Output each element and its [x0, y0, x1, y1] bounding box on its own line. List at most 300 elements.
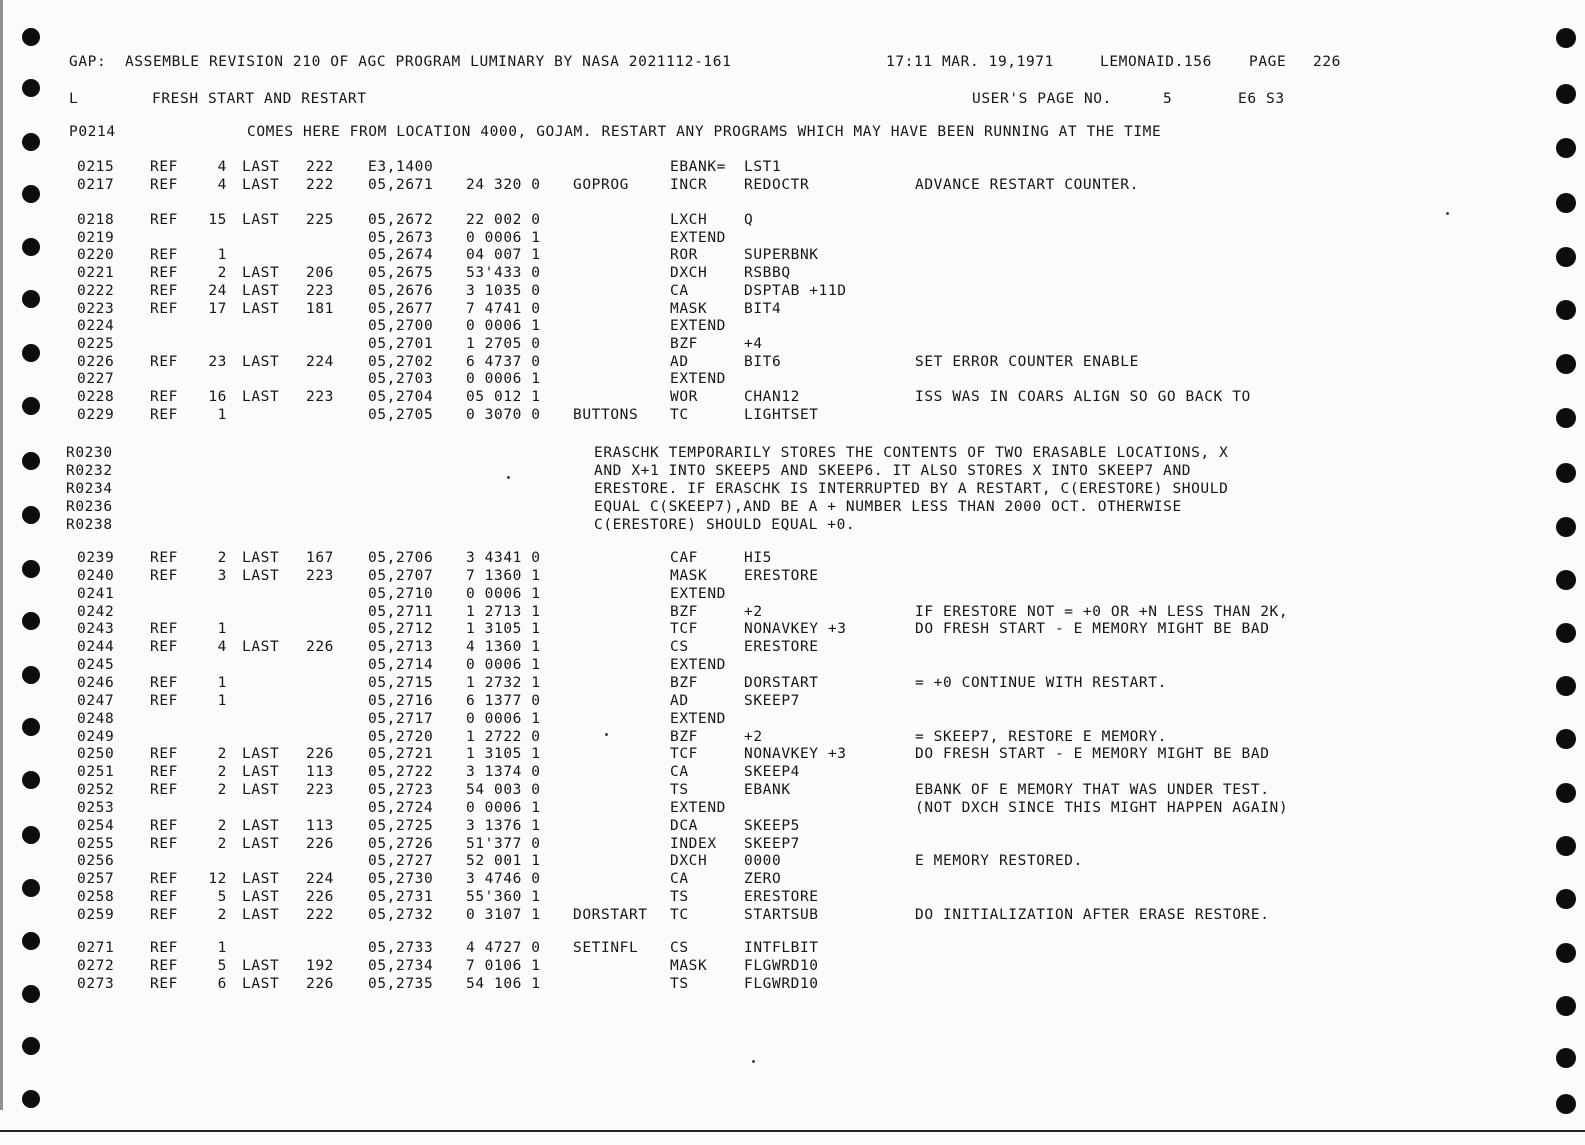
memory-address: 05,2700 [368, 318, 434, 335]
memory-address: 05,2732 [368, 907, 434, 923]
last-page: 226 [306, 746, 334, 763]
opcode: MASK [670, 300, 708, 317]
last-page: 222 [306, 177, 334, 193]
line-number: 0252 [77, 782, 115, 799]
line-number: 0226 [77, 353, 115, 370]
feed-hole [22, 290, 40, 308]
operand: DSPTAB +11D [744, 282, 847, 299]
object-code: 55'360 1 [466, 889, 541, 906]
operand: HI5 [744, 550, 772, 566]
memory-address: 05,2706 [368, 550, 434, 566]
operand: FLGWRD10 [744, 958, 819, 974]
object-code: 3 1035 0 [466, 282, 541, 299]
object-code: 3 4746 0 [466, 871, 541, 888]
object-code: 1 2713 1 [466, 603, 541, 620]
ref-keyword: REF [150, 300, 178, 317]
feed-hole [22, 1037, 40, 1055]
ref-keyword: REF [150, 764, 178, 781]
operand: FLGWRD10 [744, 976, 819, 992]
line-number: 0248 [77, 710, 115, 727]
ref-keyword: REF [150, 976, 178, 992]
ref-count: 2 [217, 746, 227, 763]
object-code: 0 3070 0 [466, 406, 541, 423]
memory-address: 05,2721 [368, 746, 434, 763]
operand: RSBBQ [744, 265, 791, 282]
operand: STARTSUB [744, 907, 819, 923]
eraschk-comment-line: ERASCHK TEMPORARILY STORES THE CONTENTS OF TWO ERASABLE LOCATIONS, X [594, 445, 1229, 461]
last-page: 222 [306, 159, 334, 175]
feed-hole [1556, 1048, 1576, 1068]
memory-address: 05,2712 [368, 621, 434, 638]
memory-address: 05,2713 [368, 639, 434, 656]
opcode: INDEX [670, 835, 717, 852]
line-number: 0241 [77, 585, 115, 602]
last-page: 223 [306, 782, 334, 799]
object-code: 7 0106 1 [466, 958, 541, 974]
intro-comment-text: COMES HERE FROM LOCATION 4000, GOJAM. RESTART ANY PROGRAMS WHICH MAY HAVE BEEN RUNNING AT THE TIME [247, 124, 1162, 140]
memory-address: 05,2676 [368, 282, 434, 299]
feed-hole [22, 79, 40, 97]
line-number: 0228 [77, 389, 115, 405]
ref-keyword: REF [150, 674, 178, 691]
object-code: 0 0006 1 [466, 318, 541, 335]
opcode: MASK [670, 958, 708, 974]
feed-hole [1556, 300, 1576, 320]
page-label: PAGE [1249, 54, 1287, 70]
symbol-label: DORSTART [573, 907, 648, 923]
ref-count: 24 [208, 282, 227, 299]
job-name: LEMONAID.156 [1100, 54, 1212, 70]
last-page: 226 [306, 976, 334, 992]
ref-keyword: REF [150, 212, 178, 228]
memory-address: 05,2716 [368, 692, 434, 709]
operand: 0000 [744, 853, 782, 870]
paper-speck [507, 476, 510, 479]
feed-hole [22, 452, 40, 470]
operand: EBANK [744, 782, 791, 799]
memory-address: 05,2722 [368, 764, 434, 781]
feed-hole [22, 612, 40, 630]
memory-address: 05,2672 [368, 212, 434, 228]
operand: INTFLBIT [744, 940, 819, 956]
ref-count: 5 [217, 889, 227, 906]
memory-address: 05,2715 [368, 674, 434, 691]
memory-address: 05,2734 [368, 958, 434, 974]
opcode: EXTEND [670, 371, 726, 388]
ref-count: 23 [208, 353, 227, 370]
object-code: 1 3105 1 [466, 621, 541, 638]
feed-hole [22, 985, 40, 1003]
opcode: EXTEND [670, 229, 726, 246]
opcode: CS [670, 639, 689, 656]
last-page: 181 [306, 300, 334, 317]
ref-keyword: REF [150, 177, 178, 193]
line-number: 0243 [77, 621, 115, 638]
line-number: 0223 [77, 300, 115, 317]
memory-address: 05,2714 [368, 657, 434, 674]
ref-count: 4 [217, 177, 227, 193]
opcode: BZF [670, 728, 698, 745]
memory-address: 05,2703 [368, 371, 434, 388]
section-title: FRESH START AND RESTART [152, 91, 367, 107]
object-code: 1 2732 1 [466, 674, 541, 691]
operand: SUPERBNK [744, 247, 819, 264]
last-page: 223 [306, 567, 334, 584]
opcode: BZF [670, 603, 698, 620]
opcode: INCR [670, 177, 708, 193]
opcode: BZF [670, 674, 698, 691]
memory-address: 05,2704 [368, 389, 434, 405]
line-number: 0225 [77, 335, 115, 352]
line-number: 0251 [77, 764, 115, 781]
object-code: 1 3105 1 [466, 746, 541, 763]
last-page: 226 [306, 639, 334, 656]
opcode: DCA [670, 817, 698, 834]
last-page: 226 [306, 889, 334, 906]
feed-hole [1556, 193, 1576, 213]
feed-hole [22, 344, 40, 362]
operand: ERESTORE [744, 567, 819, 584]
feed-hole [1556, 729, 1576, 749]
memory-address: 05,2675 [368, 265, 434, 282]
memory-address: 05,2723 [368, 782, 434, 799]
feed-hole [1556, 138, 1576, 158]
memory-address: E3,1400 [368, 159, 434, 175]
last-page: 113 [306, 817, 334, 834]
line-number: 0247 [77, 692, 115, 709]
line-comment: E MEMORY RESTORED. [915, 853, 1083, 870]
feed-hole [22, 28, 40, 46]
line-comment: (NOT DXCH SINCE THIS MIGHT HAPPEN AGAIN) [915, 799, 1289, 816]
ref-keyword: REF [150, 353, 178, 370]
symbol-label: BUTTONS [573, 406, 639, 423]
object-code: 54 106 1 [466, 976, 541, 992]
comment-line-id: R0230 [66, 445, 113, 461]
object-code: 6 1377 0 [466, 692, 541, 709]
object-code: 04 007 1 [466, 247, 541, 264]
last-keyword: LAST [242, 817, 280, 834]
opcode: TC [670, 406, 689, 423]
memory-address: 05,2710 [368, 585, 434, 602]
opcode: TS [670, 889, 689, 906]
opcode: CA [670, 871, 689, 888]
object-code: 0 0006 1 [466, 229, 541, 246]
feed-hole [1556, 463, 1576, 483]
comment-line-id: R0236 [66, 499, 113, 515]
last-page: 192 [306, 958, 334, 974]
line-comment: EBANK OF E MEMORY THAT WAS UNDER TEST. [915, 782, 1270, 799]
opcode: EBANK= [670, 159, 726, 175]
feed-hole [1556, 623, 1576, 643]
ref-count: 1 [217, 247, 227, 264]
line-comment: SET ERROR COUNTER ENABLE [915, 353, 1139, 370]
feed-hole [1556, 836, 1576, 856]
last-keyword: LAST [242, 976, 280, 992]
object-code: 0 0006 1 [466, 371, 541, 388]
last-page: 113 [306, 764, 334, 781]
eraschk-comment-line: EQUAL C(SKEEP7),AND BE A + NUMBER LESS THAN 2000 OCT. OTHERWISE [594, 499, 1182, 515]
feed-hole [22, 879, 40, 897]
eraschk-comment-line: C(ERESTORE) SHOULD EQUAL +0. [594, 517, 856, 533]
feed-hole [1556, 996, 1576, 1016]
operand: ZERO [744, 871, 782, 888]
memory-address: 05,2730 [368, 871, 434, 888]
opcode: EXTEND [670, 318, 726, 335]
opcode: AD [670, 692, 689, 709]
feed-hole [22, 666, 40, 684]
ref-count: 1 [217, 406, 227, 423]
user-page-label: USER'S PAGE NO. [972, 91, 1112, 107]
object-code: 0 0006 1 [466, 799, 541, 816]
line-number: 0224 [77, 318, 115, 335]
object-code: 51'377 0 [466, 835, 541, 852]
paper-left-edge [0, 0, 3, 1110]
left-feed-holes [22, 0, 44, 1145]
opcode: DXCH [670, 265, 708, 282]
feed-hole [1556, 570, 1576, 590]
ref-count: 1 [217, 674, 227, 691]
object-code: 22 002 0 [466, 212, 541, 228]
object-code: 7 4741 0 [466, 300, 541, 317]
operand: SKEEP4 [744, 764, 800, 781]
last-page: 222 [306, 907, 334, 923]
feed-hole [1556, 408, 1576, 428]
ref-keyword: REF [150, 550, 178, 566]
line-number: 0246 [77, 674, 115, 691]
feed-hole [1556, 354, 1576, 374]
ref-count: 5 [217, 958, 227, 974]
object-code: 0 0006 1 [466, 585, 541, 602]
opcode: TS [670, 782, 689, 799]
object-code: 0 0006 1 [466, 657, 541, 674]
feed-hole [1556, 28, 1576, 48]
ref-keyword: REF [150, 639, 178, 656]
ref-keyword: REF [150, 692, 178, 709]
last-keyword: LAST [242, 159, 280, 175]
ref-count: 1 [217, 621, 227, 638]
operand: +2 [744, 728, 763, 745]
feed-hole [22, 397, 40, 415]
last-page: 226 [306, 835, 334, 852]
operand: +2 [744, 603, 763, 620]
ref-keyword: REF [150, 907, 178, 923]
line-number: 0254 [77, 817, 115, 834]
comment-line-id: R0232 [66, 463, 113, 479]
memory-address: 05,2720 [368, 728, 434, 745]
line-number: 0240 [77, 567, 115, 584]
last-keyword: LAST [242, 889, 280, 906]
object-code: 3 1376 1 [466, 817, 541, 834]
ref-count: 4 [217, 639, 227, 656]
opcode: CA [670, 764, 689, 781]
paper-tear-line [0, 1130, 1585, 1132]
operand: NONAVKEY +3 [744, 746, 847, 763]
paper-speck [605, 733, 608, 736]
last-keyword: LAST [242, 567, 280, 584]
last-keyword: LAST [242, 212, 280, 228]
ref-keyword: REF [150, 389, 178, 405]
ref-keyword: REF [150, 247, 178, 264]
object-code: 24 320 0 [466, 177, 541, 193]
ref-keyword: REF [150, 940, 178, 956]
feed-hole [22, 1090, 40, 1108]
line-comment: = SKEEP7, RESTORE E MEMORY. [915, 728, 1167, 745]
user-page-number: 5 [1163, 91, 1173, 107]
memory-address: 05,2673 [368, 229, 434, 246]
object-code: 54 003 0 [466, 782, 541, 799]
comment-line-id: R0234 [66, 481, 113, 497]
opcode: LXCH [670, 212, 708, 228]
operand: CHAN12 [744, 389, 800, 405]
paper-speck [1446, 212, 1449, 215]
operand: BIT6 [744, 353, 782, 370]
feed-hole [22, 506, 40, 524]
ref-count: 2 [217, 782, 227, 799]
opcode: MASK [670, 567, 708, 584]
feed-hole [1556, 84, 1576, 104]
operand: SKEEP7 [744, 692, 800, 709]
ref-count: 2 [217, 265, 227, 282]
ref-keyword: REF [150, 958, 178, 974]
operand: Q [744, 212, 754, 228]
last-keyword: LAST [242, 353, 280, 370]
feed-hole [1556, 943, 1576, 963]
last-keyword: LAST [242, 746, 280, 763]
comment-line-id: P0214 [69, 124, 116, 140]
line-number: 0217 [77, 177, 115, 193]
ref-keyword: REF [150, 746, 178, 763]
symbol-label: SETINFL [573, 940, 639, 956]
line-number: 0227 [77, 371, 115, 388]
last-keyword: LAST [242, 764, 280, 781]
operand: +4 [744, 335, 763, 352]
operand: BIT4 [744, 300, 782, 317]
ref-keyword: REF [150, 406, 178, 423]
memory-address: 05,2724 [368, 799, 434, 816]
memory-address: 05,2702 [368, 353, 434, 370]
object-code: 1 2722 0 [466, 728, 541, 745]
section-tag: L [69, 91, 79, 107]
opcode: BZF [670, 335, 698, 352]
ref-count: 17 [208, 300, 227, 317]
last-keyword: LAST [242, 389, 280, 405]
line-comment: DO FRESH START - E MEMORY MIGHT BE BAD [915, 621, 1270, 638]
last-page: 225 [306, 212, 334, 228]
opcode: TCF [670, 746, 698, 763]
last-page: 224 [306, 871, 334, 888]
last-keyword: LAST [242, 907, 280, 923]
line-number: 0273 [77, 976, 115, 992]
last-page: 206 [306, 265, 334, 282]
last-keyword: LAST [242, 300, 280, 317]
object-code: 0 3107 1 [466, 907, 541, 923]
last-keyword: LAST [242, 958, 280, 974]
last-keyword: LAST [242, 177, 280, 193]
opcode: EXTEND [670, 657, 726, 674]
line-number: 0256 [77, 853, 115, 870]
last-keyword: LAST [242, 782, 280, 799]
last-keyword: LAST [242, 265, 280, 282]
feed-hole [22, 932, 40, 950]
last-keyword: LAST [242, 282, 280, 299]
line-number: 0244 [77, 639, 115, 656]
object-code: 7 1360 1 [466, 567, 541, 584]
ref-keyword: REF [150, 835, 178, 852]
ref-keyword: REF [150, 567, 178, 584]
feed-hole [22, 133, 40, 151]
line-number: 0221 [77, 265, 115, 282]
line-number: 0258 [77, 889, 115, 906]
operand: ERESTORE [744, 639, 819, 656]
right-feed-holes [1556, 0, 1578, 1145]
line-number: 0253 [77, 799, 115, 816]
object-code: 3 4341 0 [466, 550, 541, 566]
operand: SKEEP7 [744, 835, 800, 852]
ref-count: 1 [217, 692, 227, 709]
ref-count: 6 [217, 976, 227, 992]
feed-hole [22, 718, 40, 736]
line-number: 0219 [77, 229, 115, 246]
object-code: 05 012 1 [466, 389, 541, 405]
memory-address: 05,2711 [368, 603, 434, 620]
line-number: 0245 [77, 657, 115, 674]
ref-count: 16 [208, 389, 227, 405]
feed-hole [1556, 247, 1576, 267]
operand: NONAVKEY +3 [744, 621, 847, 638]
eraschk-comment-line: ERESTORE. IF ERASCHK IS INTERRUPTED BY A RESTART, C(ERESTORE) SHOULD [594, 481, 1229, 497]
ref-count: 15 [208, 212, 227, 228]
memory-address: 05,2705 [368, 406, 434, 423]
last-keyword: LAST [242, 835, 280, 852]
ref-keyword: REF [150, 889, 178, 906]
opcode: CAF [670, 550, 698, 566]
feed-hole [22, 185, 40, 203]
feed-hole [1556, 517, 1576, 537]
comment-line-id: R0238 [66, 517, 113, 533]
ref-keyword: REF [150, 282, 178, 299]
ref-count: 4 [217, 159, 227, 175]
last-keyword: LAST [242, 639, 280, 656]
opcode: EXTEND [670, 710, 726, 727]
line-number: 0249 [77, 728, 115, 745]
opcode: CS [670, 940, 689, 956]
last-page: 223 [306, 282, 334, 299]
print-timestamp: 17:11 MAR. 19,1971 [886, 54, 1054, 70]
feed-hole [1556, 889, 1576, 909]
memory-address: 05,2677 [368, 300, 434, 317]
ref-keyword: REF [150, 265, 178, 282]
ref-count: 3 [217, 567, 227, 584]
line-number: 0255 [77, 835, 115, 852]
symbol-label: GOPROG [573, 177, 629, 193]
line-number: 0259 [77, 907, 115, 923]
line-number: 0218 [77, 212, 115, 228]
feed-hole [1556, 676, 1576, 696]
opcode: EXTEND [670, 585, 726, 602]
opcode: TS [670, 976, 689, 992]
object-code: 52 001 1 [466, 853, 541, 870]
ref-keyword: REF [150, 621, 178, 638]
ref-count: 2 [217, 835, 227, 852]
last-page: 167 [306, 550, 334, 566]
memory-address: 05,2726 [368, 835, 434, 852]
opcode: ROR [670, 247, 698, 264]
memory-address: 05,2707 [368, 567, 434, 584]
line-comment: IF ERESTORE NOT = +0 OR +N LESS THAN 2K, [915, 603, 1289, 620]
line-number: 0215 [77, 159, 115, 175]
last-page: 224 [306, 353, 334, 370]
feed-hole [22, 826, 40, 844]
